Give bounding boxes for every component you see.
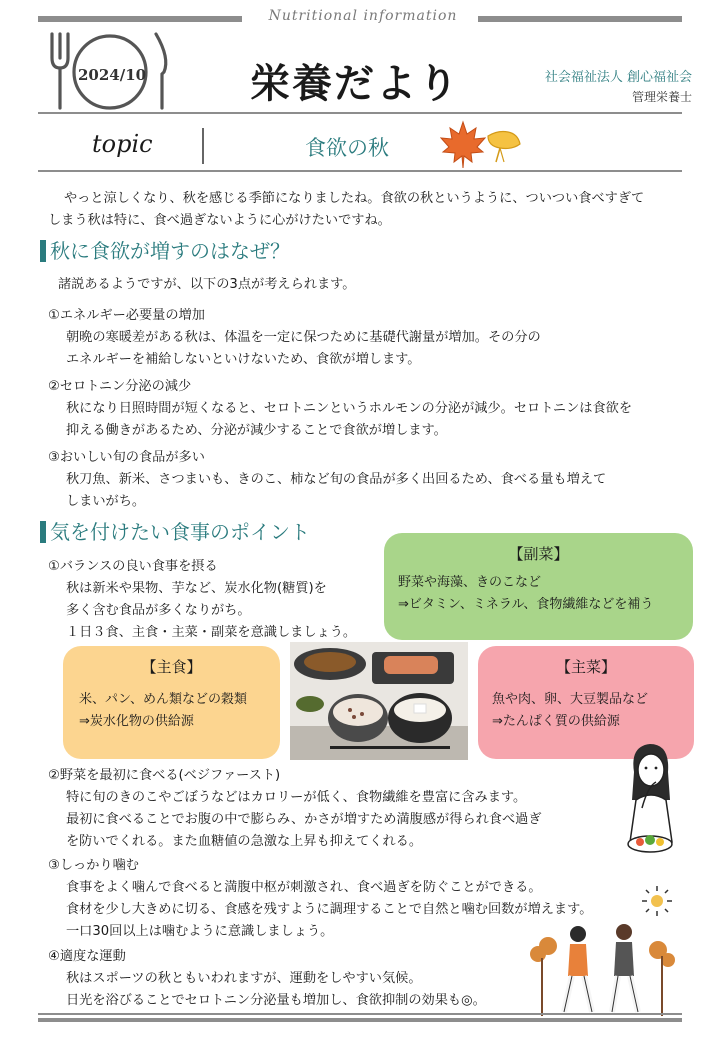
maple-leaf-icon <box>440 120 486 170</box>
fukusai-line: ⇒ビタミン、ミネラル、食物繊維などを補う <box>398 597 654 612</box>
intro-line: やっと涼しくなり、秋を感じる季節になりましたね。食欲の秋というように、ついつい食べすぎて <box>64 191 645 206</box>
section2-heading: 気を付けたい食事のポイント <box>40 521 310 543</box>
topic-label: topic <box>92 130 153 158</box>
item-line: 日光を浴びることでセロトニン分泌量も増加し、食欲抑制の効果も◎。 <box>66 993 486 1008</box>
item-line: 抑える働きがあるため、分泌が減少することで食欲が増します。 <box>66 423 447 438</box>
shusai-line: ⇒たんぱく質の供給源 <box>492 714 620 729</box>
item-line: 秋はスポーツの秋ともいわれますが、運動をしやすい気候。 <box>66 971 422 986</box>
section2-item <box>48 556 378 644</box>
item-line: 秋になり日照時間が短くなると、セロトニンというホルモンの分泌が減少。セロトニンは食欲を <box>66 401 633 416</box>
section1-lead: 諸説あるようですが、以下の3点が考えられます。 <box>58 277 356 292</box>
item-title: ④適度な運動 <box>48 949 126 964</box>
ginkgo-leaf-icon <box>484 128 524 166</box>
author-role: 管理栄養士 <box>631 90 692 104</box>
fukusai-bubble <box>384 533 693 640</box>
section1-item <box>48 376 698 442</box>
header-rule-right <box>478 16 682 22</box>
shushoku-line: 米、パン、めん類などの穀類 <box>79 692 247 707</box>
footer-rule-top <box>38 1013 682 1015</box>
item-line: 最初に食べることでお腹の中で膨らみ、かさが増すため満腹感が得られ食べ過ぎ <box>66 812 542 827</box>
header-rule-left <box>38 16 242 22</box>
item-line: 秋は新米や果物、芋など、炭水化物(糖質)を <box>66 581 327 596</box>
item-line: 食事をよく噛んで食べると満腹中枢が刺激され、食べ過ぎを防ぐことができる。 <box>66 880 542 895</box>
section2-item <box>48 765 638 853</box>
fukusai-title: 【副菜】 <box>508 545 569 563</box>
section1-heading: 秋に食欲が増すのはなぜ？ <box>40 240 290 262</box>
item-line: を防いでくれる。また血糖値の急激な上昇も抑えてくれる。 <box>66 834 423 849</box>
topic-title: 食欲の秋 <box>305 136 389 160</box>
shusai-line: 魚や肉、卵、大豆製品など <box>492 692 649 707</box>
item-line: １日３食、主食・主菜・副菜を意識しましょう。 <box>66 625 357 640</box>
item-title: ①エネルギー必要量の増加 <box>48 308 205 323</box>
page-title: 栄養だより <box>250 61 460 107</box>
item-title: ②セロトニン分泌の減少 <box>48 379 192 394</box>
intro-paragraph <box>48 188 698 232</box>
shushoku-bubble <box>63 646 280 759</box>
shushoku-line: ⇒炭水化物の供給源 <box>79 714 194 729</box>
footer-rule-bottom <box>38 1018 682 1022</box>
item-title: ①バランスの良い食事を摂る <box>48 559 218 574</box>
item-title: ③おいしい旬の食品が多い <box>48 450 205 465</box>
issue-date: 2024/10 <box>78 66 147 84</box>
item-title: ③しっかり噛む <box>48 858 139 873</box>
item-line: 食材を少し大きめに切る、食感を残すように調理することで自然と噛む回数が増えます。 <box>66 902 593 917</box>
topic-underline <box>38 170 682 172</box>
shusai-title: 【主菜】 <box>555 658 616 676</box>
intro-line: しまう秋は特に、食べ過ぎないように心がけたいですね。 <box>48 213 391 228</box>
section2-item <box>48 946 528 1012</box>
header-divider <box>38 112 682 114</box>
item-line: 多く含む食品が多くなりがち。 <box>66 603 251 618</box>
item-line: 朝晩の寒暖差がある秋は、体温を一定に保つために基礎代謝量が増加。その分の <box>66 330 541 345</box>
organization-name: 社会福祉法人 創心福祉会 <box>544 70 692 85</box>
walking-couple-illustration <box>526 920 676 1020</box>
shushoku-title: 【主食】 <box>141 658 202 676</box>
topic-divider <box>202 128 204 164</box>
item-line: エネルギーを補給しないといけないため、食欲が増します。 <box>66 352 421 367</box>
section1-item <box>48 447 698 513</box>
section1-item <box>48 305 698 371</box>
header-kicker: Nutritional information <box>268 8 458 24</box>
item-title: ②野菜を最初に食べる(ベジファースト) <box>48 768 281 783</box>
item-line: 特に旬のきのこやごぼうなどはカロリーが低く、食物繊維を豊富に含みます。 <box>66 790 527 805</box>
meal-photo <box>290 642 468 760</box>
item-line: 秋刀魚、新米、さつまいも、きのこ、柿など旬の食品が多く出回るため、食べる量も増えて <box>66 472 607 487</box>
item-line: しまいがち。 <box>66 494 146 509</box>
sun-icon <box>640 884 674 918</box>
fukusai-line: 野菜や海藻、きのこなど <box>398 575 542 590</box>
item-line: 一口30回以上は噛むように意識しましょう。 <box>66 924 334 939</box>
